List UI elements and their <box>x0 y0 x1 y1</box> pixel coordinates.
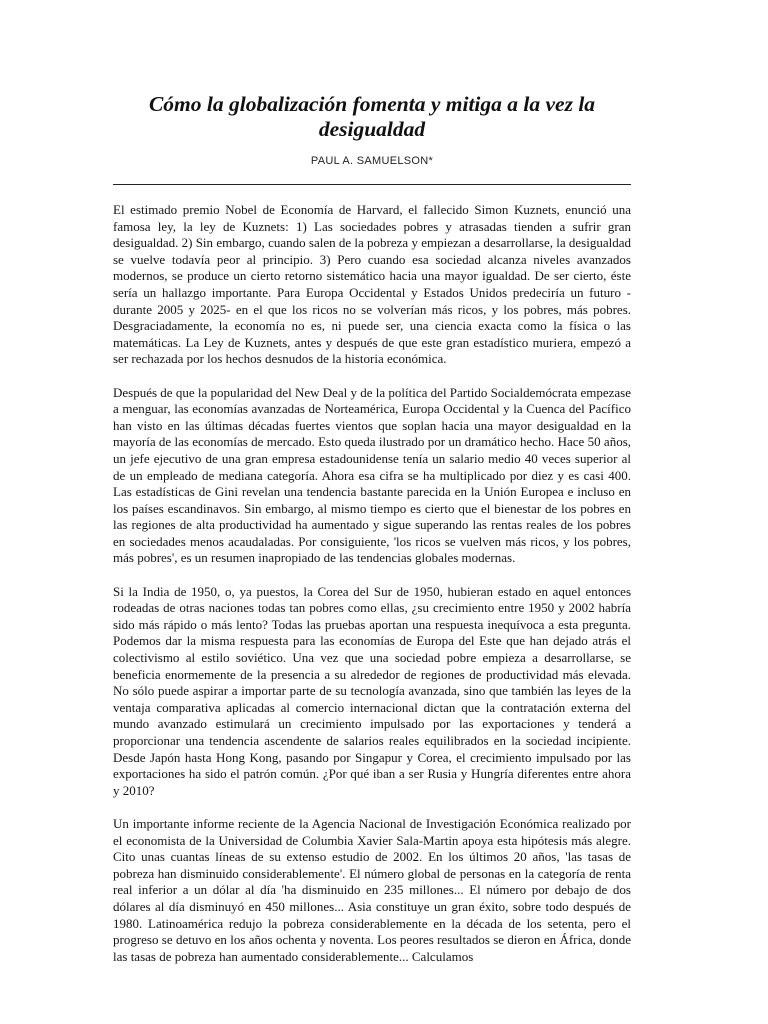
paragraph: El estimado premio Nobel de Economía de Harvard, el fallecido Simon Kuznets, enunció una famosa ley, la ley de Kuznets: 1) Las sociedades pobres y atrasadas tienden a sufrir gran desigualdad. 2) Sin embargo, cuando salen de la pobreza y empiezan a desarrollarse, la desigualdad se vuelve todavía peor al principio. 3) Pero cuando esa sociedad alcanza niveles avanzados modernos, se produce un cierto retorno sistemático hacia una mayor igualdad. De ser cierto, éste sería un hallazgo importante. Para Europa Occidental y Estados Unidos predeciría un futuro -durante 2005 y 2025- en el que los ricos no se volverían más ricos, y los pobres, más pobres. Desgraciadamente, la economía no es, ni puede ser, una ciencia exacta como la física o las matemáticas. La Ley de Kuznets, antes y después de que este gran estadístico muriera, empezó a ser rechazada por los hechos desnudos de la historia económica. <box>113 202 631 367</box>
author-byline: PAUL A. SAMUELSON* <box>310 155 434 167</box>
document-title: Cómo la globalización fomenta y mitiga a la vez la desigualdad <box>148 92 596 141</box>
paragraph: Después de que la popularidad del New Deal y de la política del Partido Socialdemócrata empezase a menguar, las economías avanzadas de Norteamérica, Europa Occidental y la Cuenca del Pacífico han visto en las últimas décadas fuertes vientos que soplan hacia una mayor desigualdad en la mayoría de las economías de mercado. Esto queda ilustrado por un dramático hecho. Hace 50 años, un jefe ejecutivo de una gran empresa estadounidense tenía un salario medio 40 veces superior al de un empleado de mediana categoría. Ahora esa cifra se ha multiplicado por diez y es casi 400. Las estadísticas de Gini revelan una tendencia bastante parecida en la Unión Europea e incluso en los países escandinavos. Sin embargo, al mismo tiempo es cierto que el bienestar de los pobres en las regiones de alta productividad ha aumentado y sigue superando las rentas reales de los pobres en sociedades menos acaudaladas. Por consiguiente, 'los ricos se vuelven más ricos, y los pobres, más pobres', es un resumen inapropiado de las tendencias globales modernas. <box>113 384 632 566</box>
document-page <box>113 0 631 982</box>
paragraph: Si la India de 1950, o, ya puestos, la Corea del Sur de 1950, hubieran estado en aquel entonces rodeadas de otras naciones todas tan pobres como ellas, ¿su crecimiento entre 1950 y 2002 habría sido más rápido o más lento? Todas las pruebas aportan una respuesta inequívoca a esta pregunta. Podemos dar la misma respuesta para las economías de Europa del Este que han dejado atrás el colectivismo al estilo soviético. Una vez que una sociedad pobre empieza a desarrollarse, se beneficia enormemente de la presencia a su alrededor de regiones de productividad más elevada. No sólo puede aspirar a importar parte de su tecnología avanzada, sino que también las leyes de la ventaja comparativa aplicadas al comercio internacional dictan que la contratación externa del mundo avanzado estimulará un crecimiento impulsado por las exportaciones y tenderá a proporcionar una tendencia ascendente de salarios reales equilibrados en la sociedad incipiente. Desde Japón hasta Hong Kong, pasando por Singapur y Corea, el crecimiento impulsado por las exportaciones ha sido el patrón común. ¿Por qué iban a ser Rusia y Hungría diferentes entre ahora y 2010? <box>113 583 631 798</box>
title-divider <box>113 184 631 185</box>
article-body <box>113 202 631 965</box>
paragraph: Un importante informe reciente de la Agencia Nacional de Investigación Económica realizado por el economista de la Universidad de Columbia Xavier Sala-Martin apoya esta hipótesis más alegre. Cito unas cuantas líneas de su extenso estudio de 2002. En los últimos 20 años, 'las tasas de pobreza han disminuido considerablemente'. El número global de personas en la categoría de renta real inferior a un dólar al día 'ha disminuido en 235 millones... El número por debajo de dos dólares al día disminuyó en 450 millones... Asia constituye un gran éxito, sobre todo después de 1980. Latinoamérica redujo la pobreza considerablemente en la década de los setenta, pero el progreso se detuvo en los años ochenta y noventa. Los peores resultados se dieron en África, donde las tasas de pobreza han aumentado considerablemente... Calculamos <box>113 815 631 964</box>
